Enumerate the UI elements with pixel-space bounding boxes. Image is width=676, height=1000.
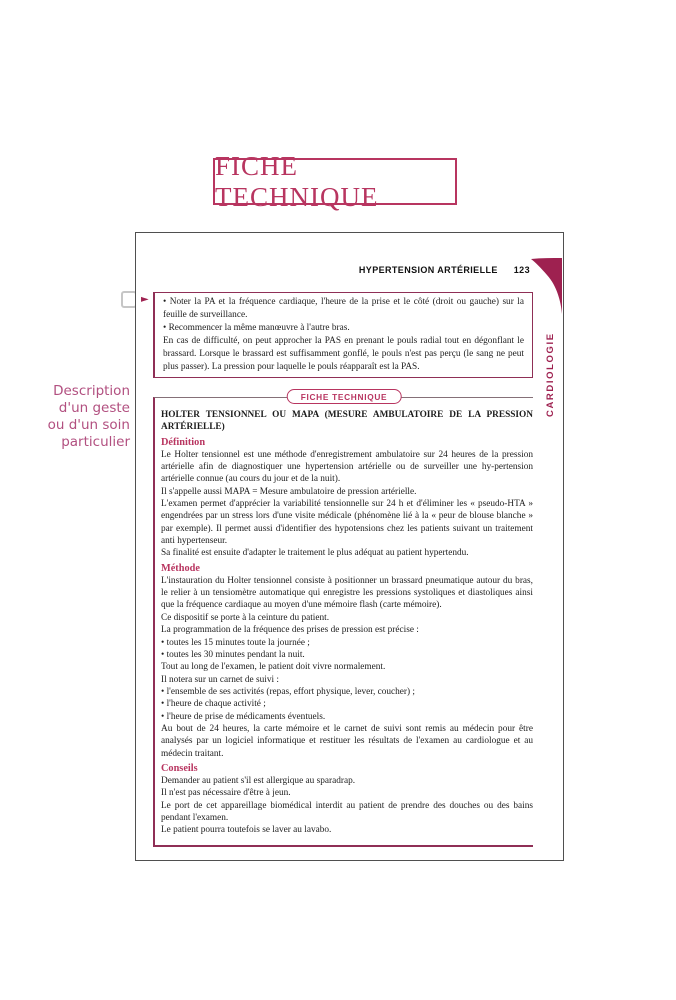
paragraph: Tout au long de l'examen, le patient doit vivre normalement.: [161, 662, 386, 673]
callout-item: En cas de difficulté, on peut approcher la PAS en prenant le pouls radial tout en dégonflant le brassard. Lorsque le brassard est suffisamment gonflé, le pouls n'est pas perçu (le sang ne peut plus passer). La pression pour laquelle le pouls réapparaît est la PAS.: [163, 335, 524, 372]
margin-note-line: particulier: [61, 434, 130, 450]
paragraph: Le port de cet appareillage biomédical interdit au patient de prendre des douches ou des bains pendant l'examen.: [161, 800, 533, 823]
callout-item: • Noter la PA et la fréquence cardiaque, l'heure de la prise et le côté (droit ou gauche) sur la feuille de surveillance.: [163, 297, 524, 320]
margin-note-line: d'un geste: [58, 400, 130, 416]
paragraph: Le patient pourra toutefois se laver au lavabo.: [161, 825, 332, 836]
book-page: [135, 232, 564, 861]
page-number: 123: [513, 265, 530, 275]
running-head: [359, 265, 530, 275]
paragraph: Au bout de 24 heures, la carte mémoire et le carnet de suivi sont remis au médecin pour être analysés par un logiciel informatique et restituer les résultats de l'examen au cardiologue et au médecin traitant.: [161, 723, 533, 759]
margin-note-line: Description: [53, 383, 130, 399]
paragraph: Il n'est pas nécessaire d'être à jeun.: [161, 788, 291, 799]
paragraph: Demander au patient s'il est allergique au sparadrap.: [161, 775, 356, 786]
paragraph: • toutes les 15 minutes toute la journée ;: [161, 637, 310, 648]
paragraph: • toutes les 30 minutes pendant la nuit.: [161, 649, 305, 660]
section-title-conseils: Conseils: [161, 762, 198, 774]
paragraph: Il notera sur un carnet de suivi :: [161, 674, 279, 685]
page-title: [213, 150, 457, 212]
pointer-icon: ►: [141, 294, 149, 305]
fiche-heading: HOLTER TENSIONNEL OU MAPA (MESURE AMBULATOIRE DE LA PRESSION ARTÉRIELLE): [161, 410, 533, 433]
paragraph: • l'heure de prise de médicaments éventuels.: [161, 711, 326, 722]
page-title-label: FICHE TECHNIQUE: [215, 150, 379, 212]
margin-note: [8, 383, 130, 451]
paragraph: Ce dispositif se porte à la ceinture du patient.: [161, 612, 330, 623]
paragraph: Le Holter tensionnel est une méthode d'enregistrement ambulatoire sur 24 heures de la pression artérielle afin de diagnostiquer une hypertension artérielle ou de surveiller une hy-pertension artérielle connue (au cours du jour et de la nuit).: [161, 449, 533, 485]
callout-box: [153, 292, 533, 378]
fiche-technique-section: [153, 391, 533, 847]
paragraph: • l'ensemble de ses activités (repas, effort physique, lever, coucher) ;: [161, 686, 416, 697]
section-title-definition: Définition: [161, 436, 206, 448]
chapter-tab-icon: [528, 258, 562, 314]
callout-item: • Recommencer la même manœuvre à l'autre bras.: [163, 322, 350, 333]
running-title: HYPERTENSION ARTÉRIELLE: [358, 265, 498, 275]
paragraph: L'instauration du Holter tensionnel consiste à positionner un brassard pneumatique autour du bras, le relier à un tensiomètre automatique qui enregistre les pressions systoliques et diastoliques ainsi que la fréquence cardiaque au moyen d'une mémoire flash (carte mémoire).: [161, 575, 533, 611]
section-title-methode: Méthode: [161, 562, 200, 574]
paragraph: • l'heure de chaque activité ;: [161, 699, 266, 710]
margin-note-line: ou d'un soin: [47, 417, 130, 433]
paragraph: L'examen permet d'apprécier la variabilité tensionnelle sur 24 h et d'éliminer les « pseudo-HTA » engendrées par un stress lors d'une visite médicale (phénomène lié à la « peur de blouse blanche » par exemple). Il permet aussi d'identifier des hypotensions chez les patients suivant un traitement anti hypertenseur.: [161, 499, 533, 547]
paragraph: Sa finalité est ensuite d'adapter le traitement le plus adéquat au patient hypertendu.: [161, 548, 469, 559]
fiche-tag: FICHE TECHNIQUE: [287, 389, 402, 404]
paragraph: Il s'appelle aussi MAPA = Mesure ambulatoire de pression artérielle.: [161, 486, 417, 497]
paragraph: La programmation de la fréquence des prises de pression est précise :: [161, 625, 419, 636]
chapter-side-label: CARDIOLOGIE: [545, 332, 556, 417]
